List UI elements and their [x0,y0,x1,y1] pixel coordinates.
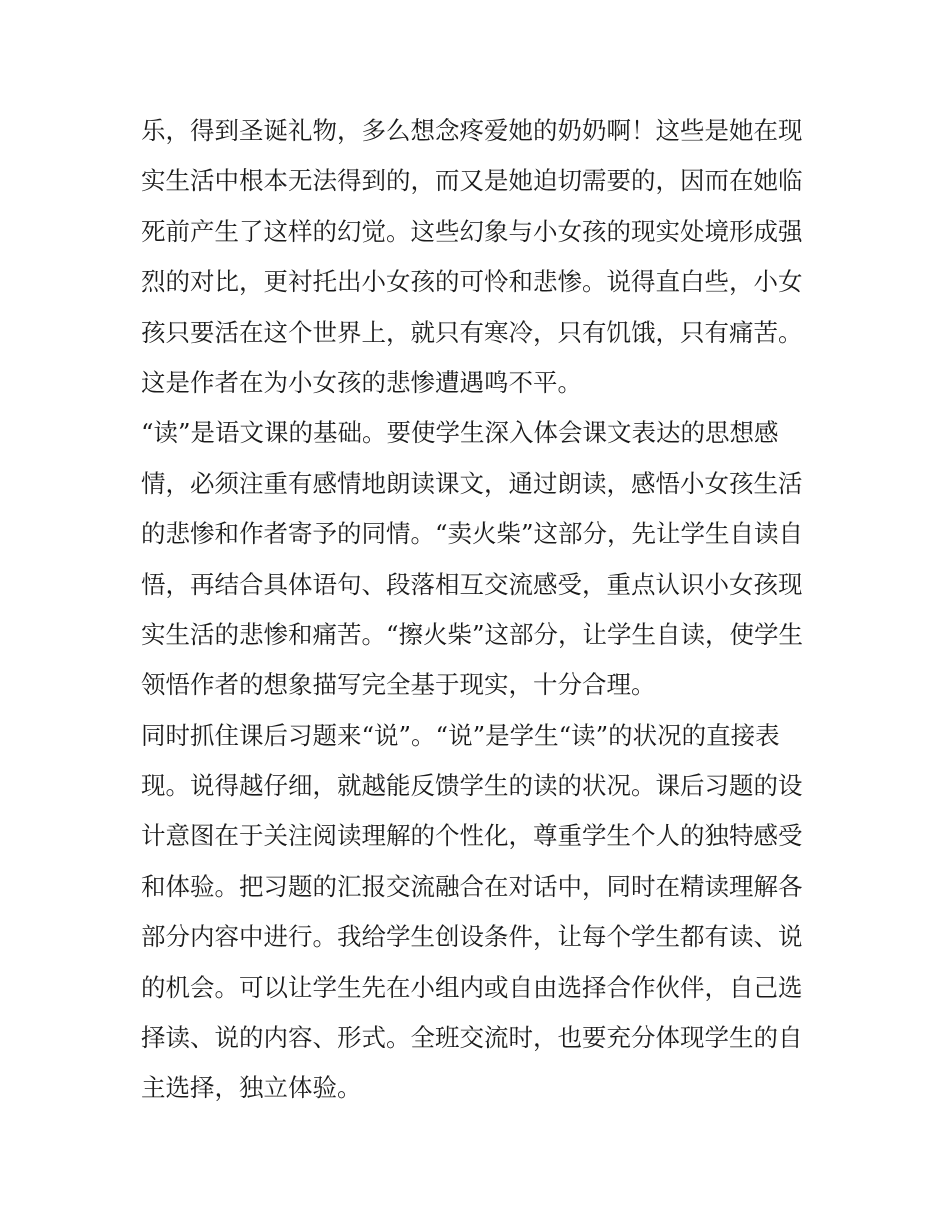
text-line: 领悟作者的想象描写完全基于现实，十分合理。 [141,670,656,700]
text-line: 部分内容中进行。我给学生创设条件，让每个学生都有读、说 [141,922,803,952]
text-line: 的悲惨和作者寄予的同情。“卖火柴”这部分，先让学生自读自 [141,519,804,549]
text-line: 孩只要活在这个世界上，就只有寒冷，只有饥饿，只有痛苦。 [141,317,803,347]
paragraph-3 [141,711,813,1114]
text-line: 和体验。把习题的汇报交流融合在对话中，同时在精读理解各 [141,871,803,901]
text-line: 烈的对比，更衬托出小女孩的可怜和悲惨。说得直白些，小女 [141,267,803,297]
text-line: 主选择，独立体验。 [141,1073,362,1103]
text-line: “读”是语文课的基础。要使学生深入体会课文表达的思想感 [141,418,779,448]
text-line: 择读、说的内容、形式。全班交流时，也要充分体现学生的自 [141,1023,803,1053]
text-line: 实生活中根本无法得到的，而又是她迫切需要的，因而在她临 [141,166,803,196]
text-line: 实生活的悲惨和痛苦。“擦火柴”这部分，让学生自读，使学生 [141,619,804,649]
text-line: 悟，再结合具体语句、段落相互交流感受，重点认识小女孩现 [141,569,803,599]
paragraph-2 [141,408,813,710]
text-line: 死前产生了这样的幻觉。这些幻象与小女孩的现实处境形成强 [141,216,803,246]
text-line: 计意图在于关注阅读理解的个性化，尊重学生个人的独特感受 [141,821,803,851]
text-line: 情，必须注重有感情地朗读课文，通过朗读，感悟小女孩生活 [141,468,803,498]
paragraph-1 [141,106,813,408]
text-line: 乐，得到圣诞礼物，多么想念疼爱她的奶奶啊！这些是她在现 [141,116,803,145]
text-line: 现。说得越仔细，就越能反馈学生的读的状况。课后习题的设 [141,771,803,801]
text-line: 的机会。可以让学生先在小组内或自由选择合作伙伴，自己选 [141,972,803,1002]
body-text [141,106,813,1114]
text-line: 这是作者在为小女孩的悲惨遭遇鸣不平。 [141,367,582,397]
text-line: 同时抓住课后习题来“说”。“说”是学生“读”的状况的直接表 [141,720,780,750]
